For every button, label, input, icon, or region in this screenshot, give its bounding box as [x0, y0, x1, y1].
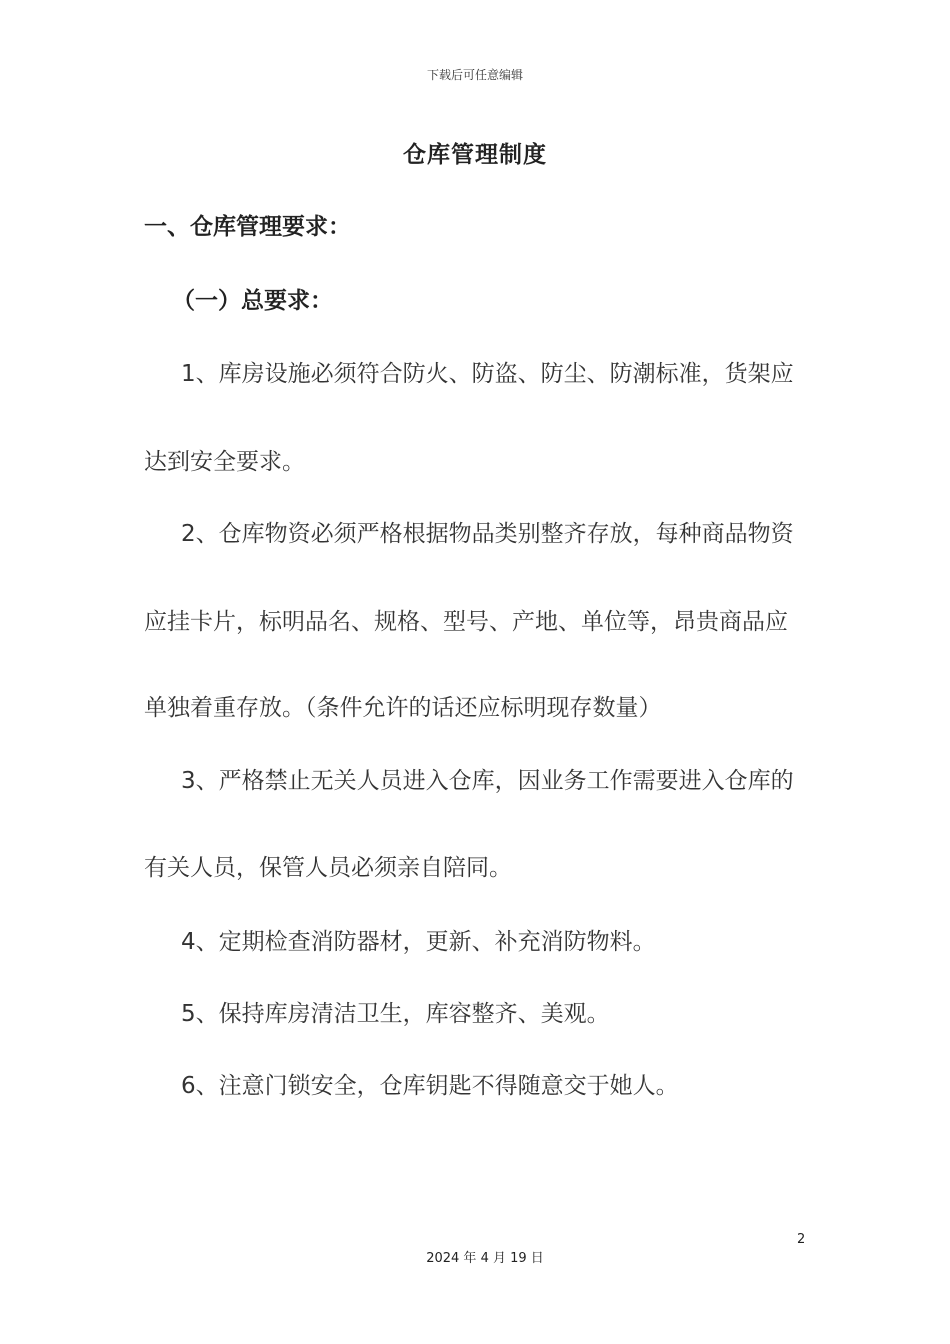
paragraph-line: 单独着重存放。（条件允许的话还应标明现存数量）: [144, 695, 662, 721]
paragraph-line: 有关人员，保管人员必须亲自陪同。: [144, 855, 512, 881]
paragraph-line: 达到安全要求。: [144, 449, 305, 475]
section-heading: 一、仓库管理要求：: [144, 214, 351, 240]
paragraph-line: 3、严格禁止无关人员进入仓库，因业务工作需要进入仓库的: [181, 768, 794, 794]
paragraph-line: 6、注意门锁安全，仓库钥匙不得随意交于她人。: [181, 1073, 679, 1099]
page-header-note: 下载后可任意编辑: [426, 68, 523, 82]
document-title: 仓库管理制度: [403, 142, 547, 168]
paragraph-line: 5、保持库房清洁卫生，库容整齐、美观。: [181, 1001, 610, 1027]
footer-date: 2024 年 4 月 19 日: [426, 1251, 544, 1266]
subsection-heading: （一）总要求：: [172, 288, 333, 314]
paragraph-line: 4、定期检查消防器材，更新、补充消防物料。: [181, 929, 656, 955]
paragraph-line: 2、仓库物资必须严格根据物品类别整齐存放，每种商品物资: [181, 521, 794, 547]
page-number: 2: [797, 1232, 806, 1247]
paragraph-line: 1、库房设施必须符合防火、防盗、防尘、防潮标准，货架应: [181, 361, 794, 387]
paragraph-line: 应挂卡片，标明品名、规格、型号、产地、单位等，昂贵商品应: [144, 609, 788, 635]
